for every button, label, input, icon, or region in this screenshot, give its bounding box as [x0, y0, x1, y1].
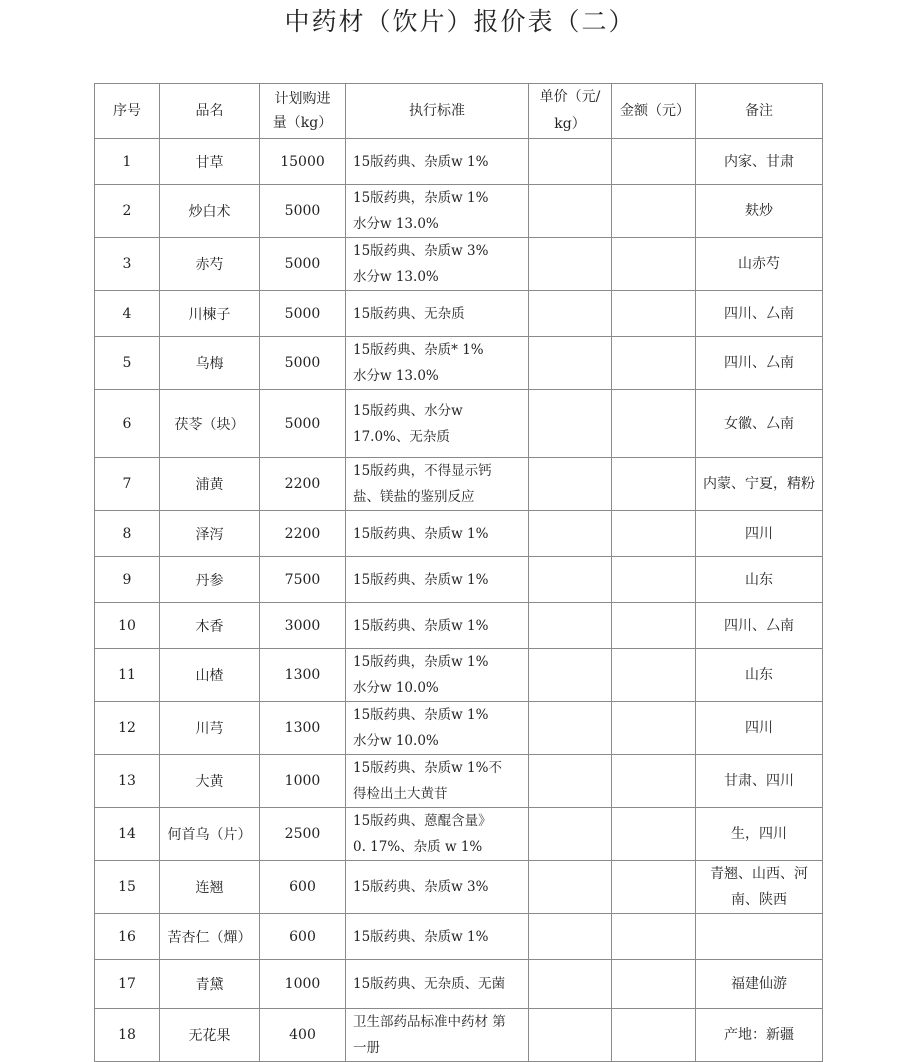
row-no: 14 [95, 808, 160, 861]
header-price-line2: kg） [554, 116, 586, 132]
row-remark [696, 139, 823, 185]
table-row [95, 649, 823, 702]
row-name: 浦黄 [160, 458, 260, 511]
page-title: 中药材（饮片）报价表（二） [284, 7, 636, 36]
row-amount [612, 458, 696, 511]
row-no: 9 [95, 557, 160, 603]
row-no: 13 [95, 755, 160, 808]
remark-line1: 山赤芍 [738, 256, 780, 272]
standard-line2: 一册 [353, 1040, 380, 1056]
header-price-line1: 单价（元/ [539, 89, 601, 105]
row-no: 18 [95, 1009, 160, 1062]
standard-line1: 15版药典、无杂质 [353, 305, 465, 322]
remark-line2: 南、陕西 [731, 892, 787, 908]
row-no: 7 [95, 458, 160, 511]
table-row [95, 238, 823, 291]
row-standard [346, 238, 529, 291]
row-qty: 2200 [260, 458, 346, 511]
row-standard [346, 861, 529, 914]
row-remark [696, 960, 823, 1009]
row-no: 12 [95, 702, 160, 755]
row-amount [612, 185, 696, 238]
row-unit-price [529, 337, 612, 390]
row-name: 苦杏仁（燀） [160, 914, 260, 960]
row-amount [612, 557, 696, 603]
standard-line2: 水分w 13.0% [353, 368, 439, 384]
row-qty: 1000 [260, 960, 346, 1009]
standard-line2: 水分w 10.0% [353, 733, 439, 749]
row-standard [346, 1009, 529, 1062]
table-row [95, 557, 823, 603]
row-unit-price [529, 185, 612, 238]
remark-line1: 四川 [745, 720, 773, 736]
remark-line1: 生，四川 [731, 826, 787, 842]
standard-line1: 15版药典、蒽醌含量》 [353, 813, 492, 829]
row-name: 茯苓（块） [160, 390, 260, 458]
row-name: 青黛 [160, 960, 260, 1009]
standard-line1: 15版药典、杂质w 1% [353, 617, 489, 634]
header-amount: 金额（元） [612, 84, 696, 139]
row-standard [346, 511, 529, 557]
row-remark [696, 337, 823, 390]
header-row [95, 84, 823, 139]
remark-line1: 麸炒 [745, 203, 773, 219]
row-remark [696, 755, 823, 808]
row-amount [612, 702, 696, 755]
standard-line1: 15版药典、杂质w 3% [353, 879, 489, 895]
remark-line1: 内家、甘肃 [724, 153, 794, 170]
row-unit-price [529, 603, 612, 649]
row-remark [696, 557, 823, 603]
row-remark [696, 649, 823, 702]
remark-line1: 青翘、山西、河 [710, 866, 808, 882]
row-qty: 1300 [260, 649, 346, 702]
table-row [95, 139, 823, 185]
remark-line1: 四川、厶南 [724, 355, 794, 371]
row-qty: 2500 [260, 808, 346, 861]
standard-line2: 得检出土大黄苷 [353, 786, 448, 802]
remark-line1: 产地：新疆 [724, 1027, 794, 1043]
standard-line2: 15版药典、无杂质、无菌 [353, 976, 506, 992]
row-unit-price [529, 914, 612, 960]
row-standard [346, 808, 529, 861]
remark-line1: 四川、厶南 [724, 617, 794, 634]
row-qty: 5000 [260, 185, 346, 238]
row-no: 3 [95, 238, 160, 291]
remark-line1: 山东 [745, 667, 773, 683]
row-qty: 1300 [260, 702, 346, 755]
row-remark [696, 1009, 823, 1062]
row-amount [612, 139, 696, 185]
header-name: 品名 [160, 84, 260, 139]
row-name: 乌梅 [160, 337, 260, 390]
row-amount [612, 914, 696, 960]
standard-line1: 15版药典，杂质w 1% [353, 190, 489, 206]
row-no: 10 [95, 603, 160, 649]
row-name: 炒白术 [160, 185, 260, 238]
table-row [95, 808, 823, 861]
row-qty: 5000 [260, 337, 346, 390]
standard-line1: 15版药典、杂质* 1% [353, 342, 484, 358]
standard-line2: 盐、镁盐的鉴别反应 [353, 489, 475, 505]
row-remark [696, 458, 823, 511]
row-name: 无花果 [160, 1009, 260, 1062]
row-amount [612, 390, 696, 458]
row-amount [612, 238, 696, 291]
row-qty: 600 [260, 914, 346, 960]
row-name: 甘草 [160, 139, 260, 185]
row-standard [346, 755, 529, 808]
row-name: 赤芍 [160, 238, 260, 291]
table-row [95, 390, 823, 458]
row-qty: 600 [260, 861, 346, 914]
standard-line1: 15版药典、杂质w 1%不 [353, 760, 502, 776]
row-remark [696, 390, 823, 458]
row-amount [612, 1009, 696, 1062]
header-no: 序号 [95, 84, 160, 139]
header-qty-line2: 量（kg） [272, 115, 333, 131]
table-row [95, 511, 823, 557]
row-no: 2 [95, 185, 160, 238]
table-row [95, 458, 823, 511]
standard-line1: 15版药典、杂质w 1% [353, 525, 489, 542]
table-row [95, 960, 823, 1009]
row-remark [696, 185, 823, 238]
row-unit-price [529, 702, 612, 755]
row-amount [612, 337, 696, 390]
table-row [95, 291, 823, 337]
row-no: 17 [95, 960, 160, 1009]
row-standard [346, 603, 529, 649]
row-standard [346, 557, 529, 603]
row-qty: 1000 [260, 755, 346, 808]
table-row [95, 702, 823, 755]
table-row [95, 337, 823, 390]
row-unit-price [529, 755, 612, 808]
row-name: 山楂 [160, 649, 260, 702]
table-row [95, 914, 823, 960]
row-qty: 15000 [260, 139, 346, 185]
row-unit-price [529, 557, 612, 603]
header-qty-line1: 计划购进 [274, 91, 331, 107]
price-table [94, 83, 823, 1062]
row-name: 丹参 [160, 557, 260, 603]
row-unit-price [529, 808, 612, 861]
table-row [95, 185, 823, 238]
remark-line1: 山东 [745, 571, 773, 588]
row-qty: 7500 [260, 557, 346, 603]
row-name: 连翘 [160, 861, 260, 914]
header-qty [260, 84, 346, 139]
standard-line1: 15版药典，杂质w 1% [353, 654, 489, 670]
standard-line1: 15版药典，不得显示钙 [353, 463, 492, 479]
table-row [95, 755, 823, 808]
row-amount [612, 291, 696, 337]
standard-line1: 卫生部药品标准中药材 第 [353, 1014, 506, 1030]
row-unit-price [529, 1009, 612, 1062]
row-no: 6 [95, 390, 160, 458]
row-no: 5 [95, 337, 160, 390]
row-name: 川芎 [160, 702, 260, 755]
row-qty: 3000 [260, 603, 346, 649]
standard-line2: 水分w 10.0% [353, 680, 439, 696]
row-amount [612, 649, 696, 702]
row-remark [696, 702, 823, 755]
row-amount [612, 603, 696, 649]
row-name: 何首乌（片） [160, 808, 260, 861]
row-remark [696, 238, 823, 291]
row-standard [346, 649, 529, 702]
row-unit-price [529, 960, 612, 1009]
standard-line2: 水分w 13.0% [353, 216, 439, 232]
row-unit-price [529, 511, 612, 557]
row-amount [612, 511, 696, 557]
row-amount [612, 755, 696, 808]
row-no: 16 [95, 914, 160, 960]
standard-line1: 15版药典、杂质w 3% [353, 243, 489, 259]
row-unit-price [529, 458, 612, 511]
row-standard [346, 291, 529, 337]
row-standard [346, 390, 529, 458]
remark-line1: 福建仙游 [731, 976, 787, 992]
row-remark [696, 291, 823, 337]
row-standard [346, 139, 529, 185]
row-standard [346, 337, 529, 390]
row-qty: 5000 [260, 291, 346, 337]
row-amount [612, 960, 696, 1009]
header-price [529, 84, 612, 139]
remark-line1: 女徽、厶南 [724, 415, 794, 432]
row-amount [612, 808, 696, 861]
remark-line1: 甘肃、四川 [724, 773, 794, 789]
remark-line1: 四川 [745, 525, 773, 542]
row-name: 木香 [160, 603, 260, 649]
row-name: 川楝子 [160, 291, 260, 337]
standard-line2: 0. 17%、杂质 w 1% [353, 839, 483, 855]
row-qty: 2200 [260, 511, 346, 557]
standard-line1: 15版药典、杂质w 1% [353, 153, 489, 170]
standard-line1: 15版药典、杂质w 1% [353, 707, 489, 723]
standard-line1: 15版药典、杂质w 1% [353, 571, 489, 588]
row-name: 大黄 [160, 755, 260, 808]
row-qty: 5000 [260, 238, 346, 291]
row-name: 泽泻 [160, 511, 260, 557]
row-no: 4 [95, 291, 160, 337]
row-qty: 5000 [260, 390, 346, 458]
row-unit-price [529, 649, 612, 702]
row-standard [346, 960, 529, 1009]
row-remark [696, 861, 823, 914]
row-remark [696, 603, 823, 649]
row-remark [696, 511, 823, 557]
table-row [95, 861, 823, 914]
row-unit-price [529, 861, 612, 914]
row-no: 1 [95, 139, 160, 185]
row-unit-price [529, 291, 612, 337]
row-qty: 400 [260, 1009, 346, 1062]
table-row [95, 1009, 823, 1062]
remark-line1: 内蒙、宁夏，精粉 [703, 476, 815, 492]
header-remark: 备注 [696, 84, 823, 139]
standard-line2: 17.0%、无杂质 [353, 428, 450, 445]
row-standard [346, 702, 529, 755]
table-row [95, 603, 823, 649]
remark-line1: 四川、厶南 [724, 305, 794, 322]
row-amount [612, 861, 696, 914]
row-standard [346, 185, 529, 238]
row-remark [696, 914, 823, 960]
standard-line2: 水分w 13.0% [353, 269, 439, 285]
standard-line1: 15版药典、水分w [353, 402, 463, 419]
row-unit-price [529, 238, 612, 291]
header-standard: 执行标准 [346, 84, 529, 139]
row-no: 8 [95, 511, 160, 557]
row-unit-price [529, 139, 612, 185]
row-standard [346, 458, 529, 511]
standard-line1: 15版药典、杂质w 1% [353, 928, 489, 945]
row-no: 15 [95, 861, 160, 914]
row-remark [696, 808, 823, 861]
row-unit-price [529, 390, 612, 458]
row-no: 11 [95, 649, 160, 702]
row-standard [346, 914, 529, 960]
